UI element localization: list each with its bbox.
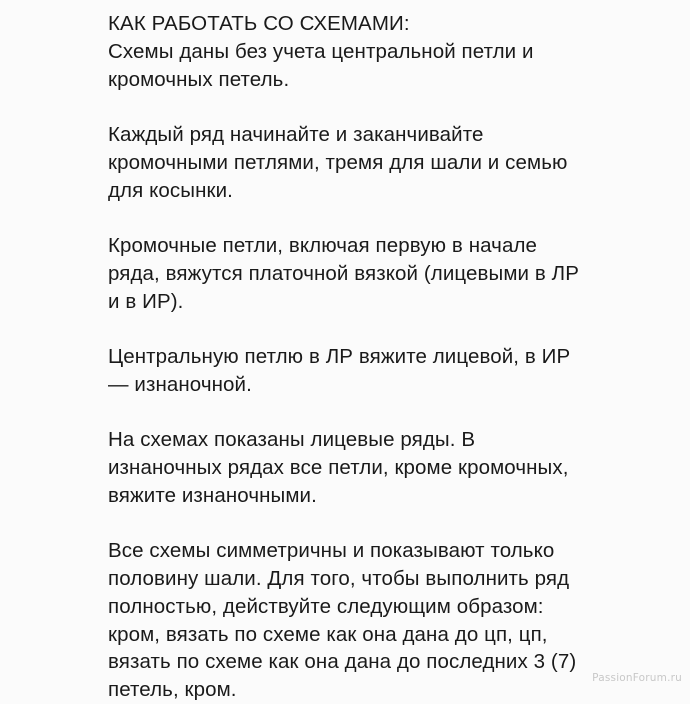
text-line: половину шали. Для того, чтобы выполнить ряд <box>108 566 570 590</box>
text-line: изнаночных рядах все петли, кроме кромочных, <box>108 455 569 479</box>
text-line: кромочными петлями, тремя для шали и семью <box>108 150 568 174</box>
text-line: и в ИР). <box>108 289 184 313</box>
text-line: вяжите изнаночными. <box>108 483 317 507</box>
paragraph-6 <box>108 537 668 704</box>
text-line: Центральную петлю в ЛР вяжите лицевой, в ИР <box>108 344 571 368</box>
text-line: Схемы даны без учета центральной петли и <box>108 39 534 63</box>
text-line: Кромочные петли, включая первую в начале <box>108 233 538 257</box>
paragraph-2 <box>108 121 668 204</box>
text-line: Каждый ряд начинайте и заканчивайте <box>108 122 484 146</box>
text-line: для косынки. <box>108 178 233 202</box>
text-line: петель, кром. <box>108 678 237 702</box>
paragraph-5 <box>108 426 668 509</box>
paragraph-3 <box>108 232 668 315</box>
text-line: ряда, вяжутся платочной вязкой (лицевыми в ЛР <box>108 261 579 285</box>
text-line: полностью, действуйте следующим образом: <box>108 594 544 618</box>
text-line: кромочных петель. <box>108 67 290 91</box>
text-line: кром, вязать по схеме как она дана до цп, цп, <box>108 622 548 646</box>
text-line: На схемах показаны лицевые ряды. В <box>108 428 476 452</box>
text-line: Все схемы симметричны и показывают только <box>108 539 555 563</box>
section-heading: КАК РАБОТАТЬ СО СХЕМАМИ: <box>108 12 410 35</box>
text-line: — изнаночной. <box>108 372 252 396</box>
paragraph-1 <box>108 10 668 93</box>
text-line: вязать по схеме как она дана до последних 3 (7) <box>108 650 577 674</box>
watermark: PassionForum.ru <box>592 672 682 684</box>
document-body <box>108 10 668 704</box>
paragraph-4 <box>108 343 668 399</box>
